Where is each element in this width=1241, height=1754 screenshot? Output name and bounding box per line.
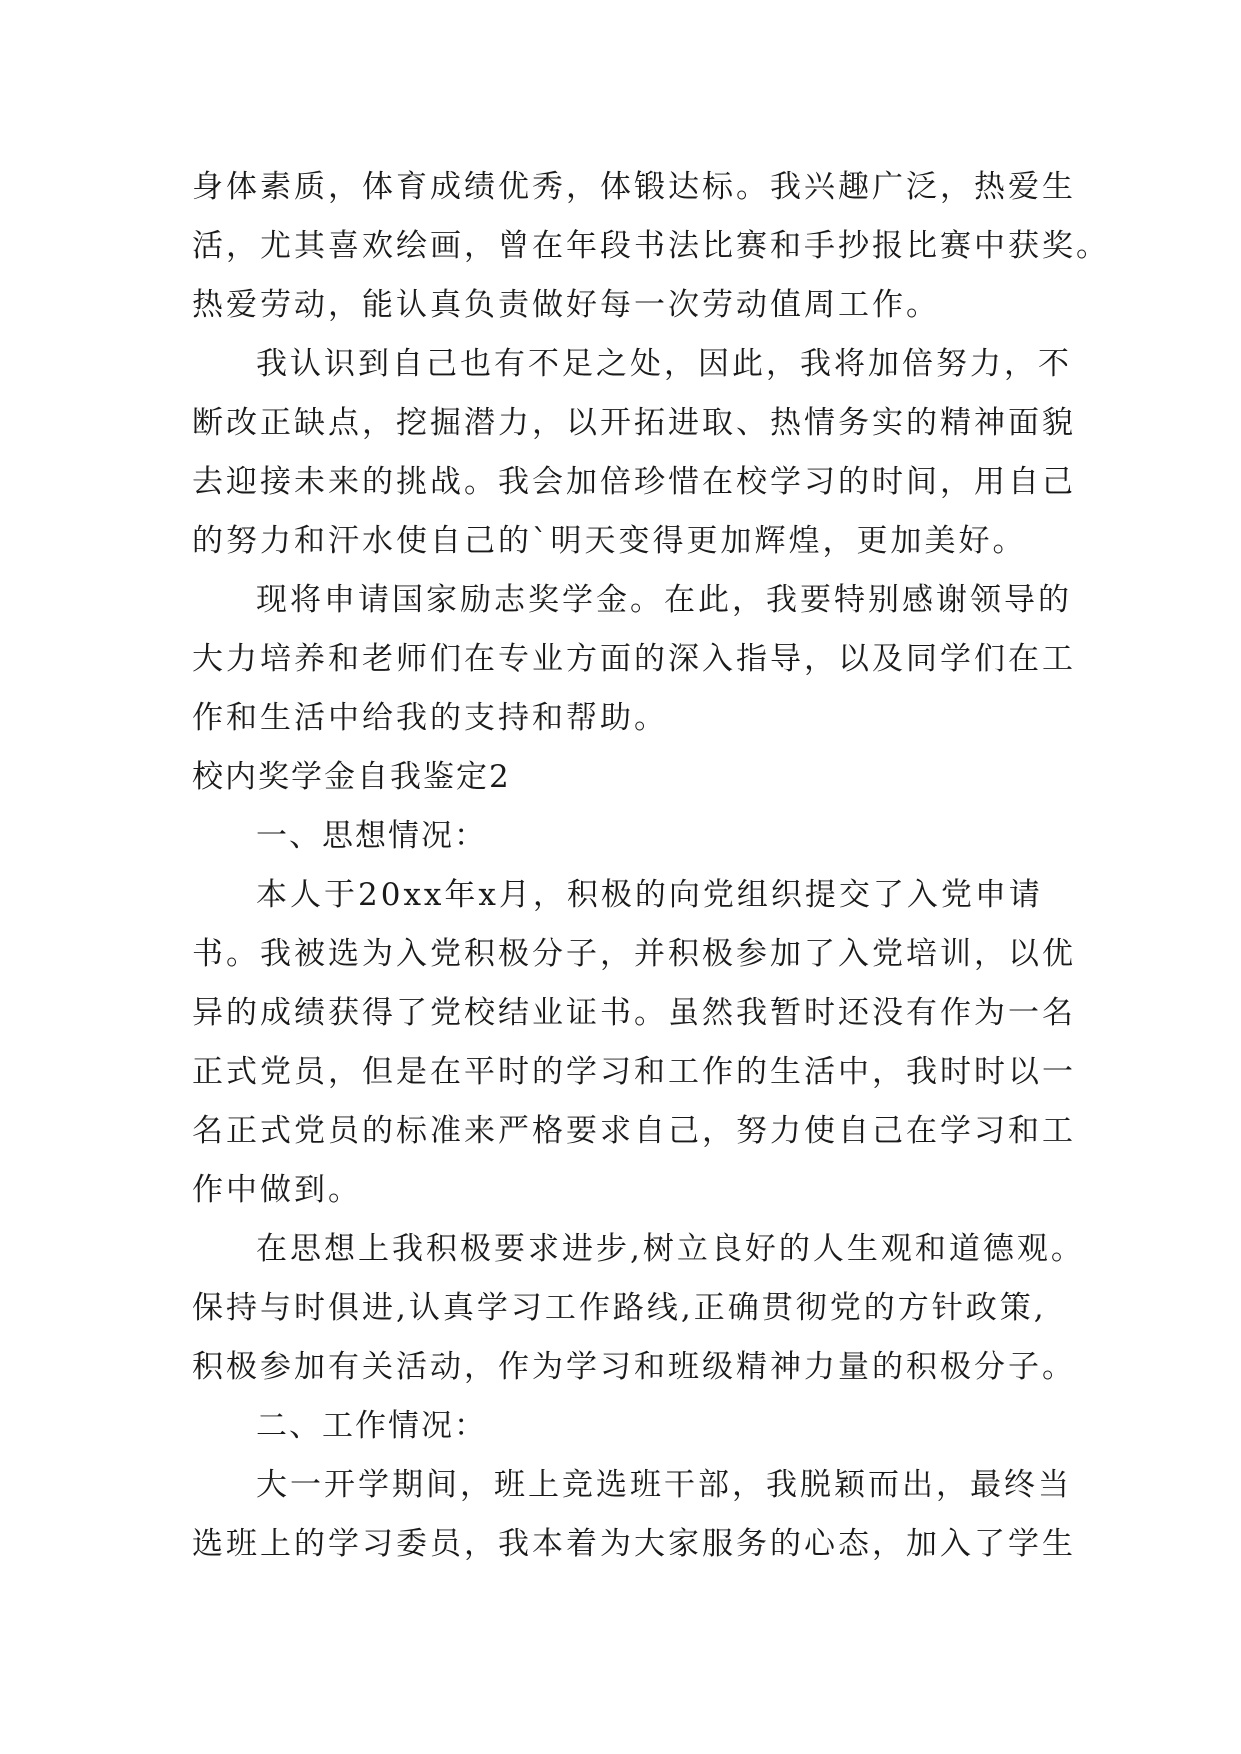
heading-thought: 一、思想情况： <box>256 818 487 854</box>
paragraph-class-cadre <box>192 1456 1076 1574</box>
paragraph-thanks <box>192 571 1076 748</box>
text-line: 大力培养和老师们在专业方面的深入指导，以及同学们在工 <box>192 641 1076 677</box>
text-line: 选班上的学习委员，我本着为大家服务的心态，加入了学生 <box>192 1526 1076 1562</box>
document-page <box>192 158 1110 1574</box>
text-line: 作中做到。 <box>192 1172 362 1208</box>
paragraph-ideology <box>192 1220 1085 1397</box>
text-line: 大一开学期间，班上竞选班干部，我脱颖而出，最终当 <box>256 1467 1072 1503</box>
paragraph-party-application <box>192 866 1076 1220</box>
text-line: 的努力和汗水使自己的`明天变得更加辉煌，更加美好。 <box>192 523 1027 559</box>
text-line: 断改正缺点，挖掘潜力，以开拓进取、热情务实的精神面貌 <box>192 405 1076 441</box>
text-line: 本人于20xx年x月，积极的向党组织提交了入党申请 <box>256 877 1043 913</box>
text-line: 积极参加有关活动，作为学习和班级精神力量的积极分子。 <box>192 1349 1076 1385</box>
text-line: 现将申请国家励志奖学金。在此，我要特别感谢领导的 <box>256 582 1072 618</box>
heading-work: 二、工作情况： <box>256 1408 487 1444</box>
text-line: 作和生活中给我的支持和帮助。 <box>192 700 668 736</box>
text-line: 书。我被选为入党积极分子，并积极参加了入党培训，以优 <box>192 936 1076 972</box>
text-line: 在思想上我积极要求进步,树立良好的人生观和道德观。 <box>256 1231 1085 1267</box>
text-line: 我认识到自己也有不足之处，因此，我将加倍努力，不 <box>256 346 1072 382</box>
text-line: 保持与时俱进,认真学习工作路线,正确贯彻党的方针政策, <box>192 1290 1047 1326</box>
text-line: 身体素质，体育成绩优秀，体锻达标。我兴趣广泛，热爱生 <box>192 169 1076 205</box>
section-title: 校内奖学金自我鉴定2 <box>192 759 511 795</box>
text-line: 正式党员，但是在平时的学习和工作的生活中，我时时以一 <box>192 1054 1076 1090</box>
text-line: 去迎接未来的挑战。我会加倍珍惜在校学习的时间，用自己 <box>192 464 1076 500</box>
paragraph-shortcomings <box>192 335 1076 571</box>
text-line: 活，尤其喜欢绘画，曾在年段书法比赛和手抄报比赛中获奖。 <box>192 228 1110 264</box>
text-line: 热爱劳动，能认真负责做好每一次劳动值周工作。 <box>192 287 940 323</box>
text-line: 异的成绩获得了党校结业证书。虽然我暂时还没有作为一名 <box>192 995 1076 1031</box>
text-line: 名正式党员的标准来严格要求自己，努力使自己在学习和工 <box>192 1113 1076 1149</box>
paragraph-hobbies <box>192 158 1110 335</box>
